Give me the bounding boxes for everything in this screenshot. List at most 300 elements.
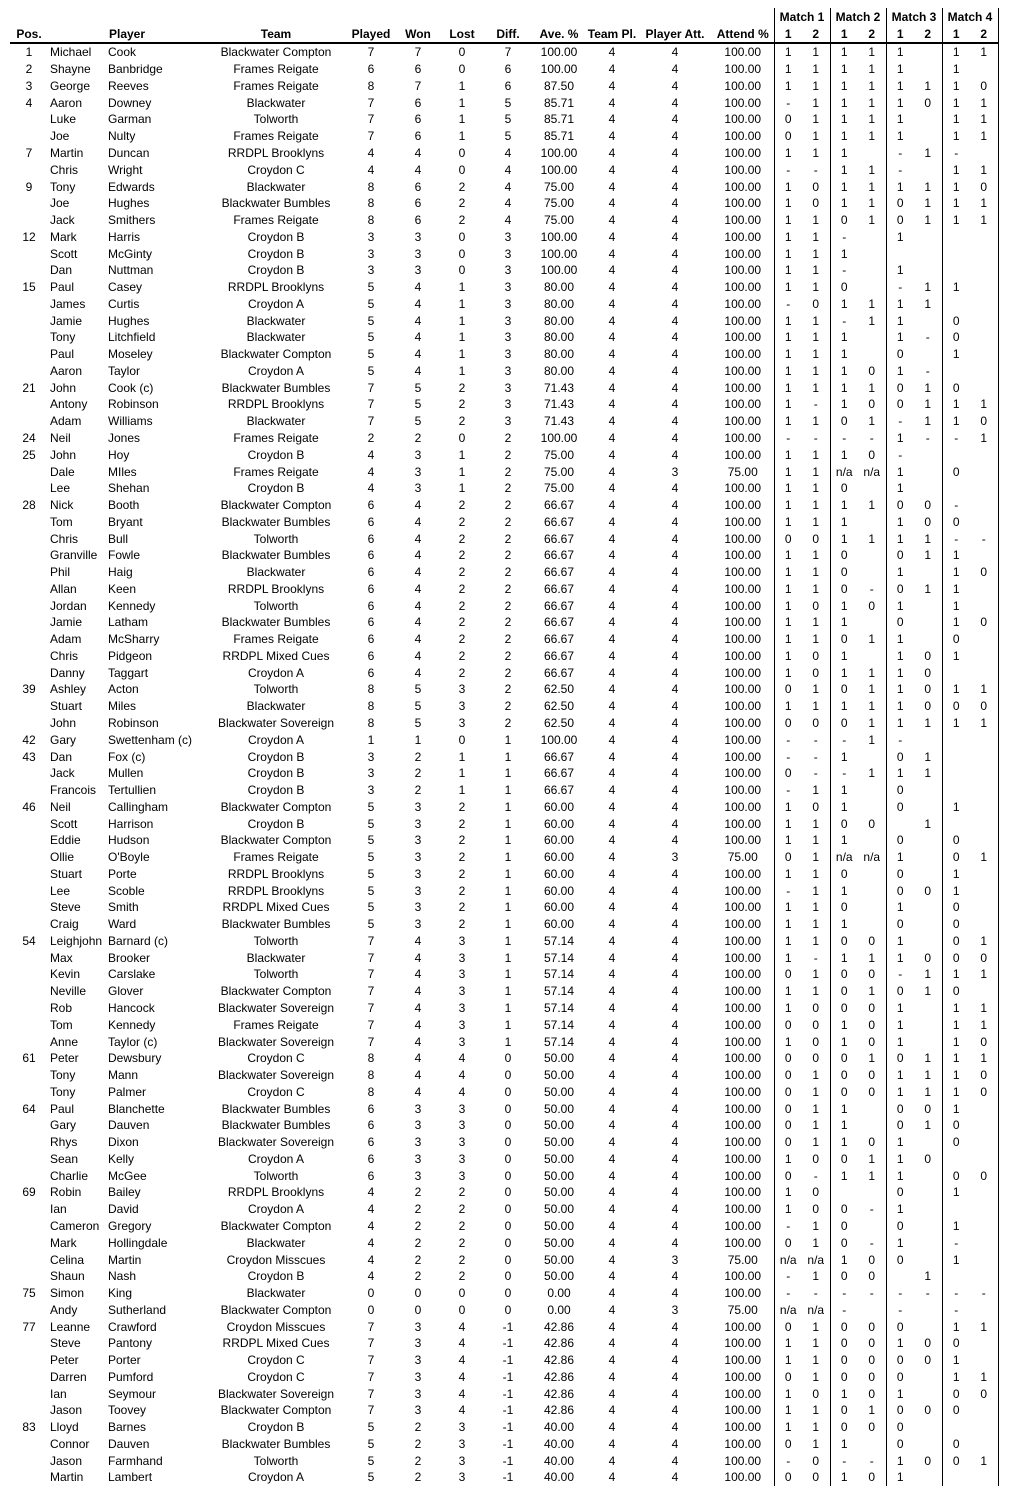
match2-game1-cell: 1 <box>830 178 858 195</box>
won-cell: 3 <box>414 246 422 261</box>
first-name-cell: Ollie <box>50 850 75 865</box>
match2-game1-cell: 0 <box>830 866 858 883</box>
team-cell: Tolworth <box>253 1168 299 1183</box>
won-cell: 3 <box>414 447 422 462</box>
match2-game2-cell <box>858 329 886 346</box>
match2-game1-cell: 0 <box>830 715 858 732</box>
team-played-cell: 4 <box>608 866 616 881</box>
first-name-cell: Jordan <box>50 598 87 613</box>
match4-game1-cell: 1 <box>942 396 970 413</box>
diff-cell: 0 <box>504 1252 512 1267</box>
pos-cell <box>10 1067 48 1084</box>
match2-game1-cell: 1 <box>830 379 858 396</box>
match3-game2-cell: 1 <box>924 1084 932 1099</box>
first-name-cell: Leanne <box>50 1319 91 1334</box>
average-cell: 50.00 <box>543 1252 575 1267</box>
pos-cell <box>10 1352 48 1369</box>
match3-game2-cell: 1 <box>924 179 932 194</box>
first-name-cell: Tony <box>50 330 76 345</box>
match4-game2-cell <box>970 1201 998 1218</box>
lost-cell: 2 <box>458 548 466 563</box>
player-attended-cell: 4 <box>671 1470 679 1485</box>
first-name-cell: Mark <box>50 1235 77 1250</box>
table-row <box>10 1151 998 1168</box>
match4-game2-cell <box>970 916 998 933</box>
match2-game1-cell: - <box>830 1301 858 1318</box>
pos-cell <box>10 212 48 229</box>
diff-cell: 1 <box>504 883 512 898</box>
diff-cell: 4 <box>504 179 512 194</box>
player-attended-cell: 4 <box>671 615 679 630</box>
match1-game2-cell: 1 <box>812 565 820 580</box>
table-row <box>10 1436 998 1453</box>
team-played-cell: 4 <box>608 766 616 781</box>
first-name-cell: Danny <box>50 665 85 680</box>
player-attended-cell: 4 <box>671 1336 679 1351</box>
match4-game1-cell: - <box>942 497 970 514</box>
pos-cell: 77 <box>22 1319 36 1334</box>
team-played-cell: 4 <box>608 280 616 295</box>
team-cell: Croydon Misscues <box>226 1252 326 1267</box>
match1-game1-cell: 1 <box>774 497 802 514</box>
won-cell: 3 <box>414 900 422 915</box>
match3-game1-cell: - <box>886 1285 914 1302</box>
won-cell: 6 <box>414 112 422 127</box>
attend-pct-cell: 100.00 <box>724 179 762 194</box>
match1-game1-cell: 1 <box>774 195 802 212</box>
team-played-cell: 4 <box>608 598 616 613</box>
match1-game2-cell: 1 <box>812 816 820 831</box>
diff-cell: 0 <box>504 1068 512 1083</box>
match2-game2-cell: 0 <box>868 933 876 948</box>
lost-cell: 1 <box>458 112 466 127</box>
table-row <box>10 966 998 983</box>
match4-game2-cell <box>970 497 998 514</box>
table-row <box>10 1335 998 1352</box>
average-cell: 85.71 <box>543 129 575 144</box>
table-row <box>10 463 998 480</box>
match1-game2-cell: 1 <box>812 1369 820 1384</box>
played-cell: 8 <box>367 682 375 697</box>
attend-pct-cell: 100.00 <box>724 632 762 647</box>
match3-game1-cell: 0 <box>886 1402 914 1419</box>
team-played-cell: 4 <box>608 1118 616 1133</box>
attend-pct-cell: 100.00 <box>724 1218 762 1233</box>
pos-cell <box>10 346 48 363</box>
last-name-cell: McGinty <box>108 246 153 261</box>
attend-pct-cell: 100.00 <box>724 716 762 730</box>
lost-cell: 2 <box>458 1202 466 1217</box>
team-played-cell: 4 <box>608 112 616 127</box>
match4-game1-cell: 0 <box>942 1436 970 1453</box>
table-row <box>10 882 998 899</box>
match3-game2-cell <box>914 1000 942 1017</box>
match4-game2-cell: 1 <box>970 111 998 128</box>
match2-game2-cell: 1 <box>868 682 876 697</box>
match4-game2-cell <box>970 1402 998 1419</box>
match2-game2-cell <box>858 228 886 245</box>
team-cell: Blackwater Sovereign <box>217 1068 335 1083</box>
match4-game2-cell <box>970 145 998 162</box>
team-played-cell: 4 <box>608 1017 616 1032</box>
last-name-cell: Smith <box>108 900 139 915</box>
player-attended-cell: 4 <box>671 347 679 362</box>
match2-game2-cell: 0 <box>868 1252 876 1267</box>
table-row <box>10 581 998 598</box>
match3-game2-cell <box>914 1234 942 1251</box>
won-cell: 4 <box>414 313 422 328</box>
first-name-cell: Stuart <box>50 699 83 714</box>
diff-cell: 4 <box>504 145 512 160</box>
lost-cell: 3 <box>458 1001 466 1016</box>
player-attended-cell: 4 <box>671 95 679 110</box>
match3-game2-cell <box>914 899 942 916</box>
player-attended-cell: 4 <box>671 632 679 647</box>
match4-game1-cell: 1 <box>942 1318 970 1335</box>
match2-game1-cell: 0 <box>830 1218 858 1235</box>
match2-game2-cell <box>858 1100 886 1117</box>
team-cell: Croydon A <box>247 1470 305 1485</box>
match1-game2-cell: 1 <box>812 581 820 596</box>
diff-cell: 0 <box>504 1084 512 1099</box>
pos-cell <box>10 513 48 530</box>
won-cell: 4 <box>414 581 422 596</box>
diff-cell: 3 <box>504 397 512 412</box>
average-cell: 50.00 <box>543 1118 575 1133</box>
match3-game2-cell: 1 <box>924 1118 932 1133</box>
pos-cell <box>10 396 48 413</box>
lost-cell: 3 <box>458 682 466 697</box>
won-cell: 4 <box>414 330 422 345</box>
match3-game2-cell <box>914 1134 942 1151</box>
match-4-header: Match 4 <box>942 8 998 25</box>
team-played-cell: 4 <box>608 1319 616 1334</box>
diff-cell: 3 <box>504 229 512 244</box>
team-played-cell: 4 <box>608 246 616 261</box>
team-cell: Blackwater Sovereign <box>217 1135 335 1150</box>
played-cell: 5 <box>367 1470 375 1485</box>
match2-game1-cell <box>830 1184 858 1201</box>
match3-game1-cell: 1 <box>886 681 914 698</box>
first-name-cell: Antony <box>50 397 88 412</box>
team-played-cell: 4 <box>608 1084 616 1099</box>
player-attended-cell: 4 <box>671 498 679 513</box>
first-name-cell: Mark <box>50 229 77 244</box>
lost-cell: 2 <box>458 816 466 831</box>
diff-cell: 2 <box>504 548 512 563</box>
pos-cell <box>10 1117 48 1134</box>
played-cell: 6 <box>367 615 375 630</box>
first-name-cell: Michael <box>50 45 92 60</box>
col-match4-game2-header: 2 <box>970 25 998 43</box>
last-name-cell: Palmer <box>108 1084 147 1099</box>
last-name-cell: Blanchette <box>108 1101 165 1116</box>
average-cell: 42.86 <box>543 1336 575 1351</box>
match4-game2-cell <box>970 1419 998 1436</box>
match4-game1-cell: 0 <box>942 379 970 396</box>
col-match1-game1-header: 1 <box>774 25 802 43</box>
won-cell: 2 <box>414 749 422 764</box>
pos-cell <box>10 715 48 732</box>
match3-game2-cell: 1 <box>924 145 932 160</box>
won-cell: 4 <box>414 498 422 513</box>
lost-cell: 2 <box>458 565 466 580</box>
player-attended-cell: 4 <box>671 514 679 529</box>
average-cell: 75.00 <box>543 213 575 228</box>
average-cell: 57.14 <box>543 1017 575 1032</box>
match1-game1-cell: 1 <box>774 262 802 279</box>
table-row <box>10 866 998 883</box>
team-cell: Blackwater Sovereign <box>217 1034 335 1049</box>
match4-game2-cell <box>970 815 998 832</box>
table-row <box>10 1000 998 1017</box>
table-row <box>10 111 998 128</box>
first-name-cell: Tony <box>50 1084 76 1099</box>
team-played-cell: 4 <box>608 749 616 764</box>
first-name-cell: Jamie <box>50 313 83 328</box>
match2-game1-cell: 0 <box>830 547 858 564</box>
pos-cell: 1 <box>25 45 33 60</box>
first-name-cell: Granville <box>50 548 98 563</box>
match1-game2-cell: 1 <box>812 481 820 496</box>
attend-pct-cell: 100.00 <box>724 648 762 663</box>
diff-cell: 1 <box>504 816 512 831</box>
team-played-cell: 4 <box>608 1269 616 1284</box>
average-cell: 57.14 <box>543 967 575 982</box>
match2-game1-cell: - <box>830 1452 858 1469</box>
match4-game1-cell: 1 <box>942 43 970 61</box>
match4-game1-cell: - <box>942 1301 970 1318</box>
attend-pct-cell: 100.00 <box>724 1017 762 1032</box>
played-cell: 0 <box>367 1302 375 1317</box>
diff-cell: 2 <box>504 716 512 730</box>
pos-cell <box>10 866 48 883</box>
average-cell: 60.00 <box>543 883 575 898</box>
match2-game2-cell: 1 <box>868 498 876 513</box>
match1-game2-cell: 0 <box>812 1151 820 1166</box>
match1-game2-cell: 1 <box>812 78 820 93</box>
match2-game1-cell: - <box>830 312 858 329</box>
last-name-cell: Taylor (c) <box>108 1034 158 1049</box>
won-cell: 2 <box>414 1218 422 1233</box>
lost-cell: 1 <box>458 313 466 328</box>
won-cell: 4 <box>414 145 422 160</box>
match1-game2-cell: 1 <box>812 213 820 228</box>
match1-game2-cell: 1 <box>812 62 820 77</box>
match3-game2-cell <box>914 245 942 262</box>
match1-game2-cell: 0 <box>812 716 820 730</box>
match1-game1-cell: 1 <box>774 1201 802 1218</box>
match1-game2-cell: 1 <box>812 145 820 160</box>
match1-game1-cell: - <box>774 882 802 899</box>
diff-cell: 0 <box>504 1135 512 1150</box>
match2-game2-cell <box>858 245 886 262</box>
match1-game2-cell: 0 <box>812 1051 820 1066</box>
last-name-cell: Toovey <box>108 1403 147 1418</box>
match2-game2-cell: 1 <box>868 162 876 177</box>
player-attended-cell: 4 <box>671 1068 679 1083</box>
col-played-header: Played <box>346 25 396 43</box>
match3-game2-cell: 1 <box>924 1051 932 1066</box>
diff-cell: 4 <box>504 162 512 177</box>
table-row <box>10 949 998 966</box>
team-played-cell: 4 <box>608 1135 616 1150</box>
match3-game2-cell <box>914 463 942 480</box>
pos-cell <box>10 1016 48 1033</box>
average-cell: 66.67 <box>543 548 575 563</box>
attend-pct-cell: 100.00 <box>724 263 762 278</box>
team-cell: Croydon B <box>247 481 305 496</box>
player-attended-cell: 4 <box>671 1269 679 1284</box>
match3-game2-cell: - <box>925 363 930 378</box>
played-cell: 7 <box>367 950 375 965</box>
average-cell: 100.00 <box>540 62 578 77</box>
table-row <box>10 497 998 514</box>
last-name-cell: Hughes <box>108 313 150 328</box>
match2-game2-cell: 1 <box>868 414 876 429</box>
match4-game2-cell <box>970 1469 998 1486</box>
match3-game2-cell <box>914 1469 942 1486</box>
match4-game1-cell: 0 <box>942 1452 970 1469</box>
played-cell: 7 <box>367 380 375 395</box>
player-attended-cell: 4 <box>671 531 679 546</box>
played-cell: 7 <box>367 1319 375 1334</box>
table-row <box>10 1402 998 1419</box>
match2-game2-cell: 1 <box>868 380 876 395</box>
average-cell: 40.00 <box>543 1420 575 1435</box>
last-name-cell: Callingham <box>108 799 169 814</box>
last-name-cell: Tertullien <box>108 783 157 798</box>
player-attended-cell: 4 <box>671 62 679 77</box>
match4-game2-cell: 1 <box>970 1368 998 1385</box>
team-cell: Croydon A <box>247 732 305 747</box>
pos-cell <box>10 1134 48 1151</box>
pos-cell: 46 <box>22 799 36 814</box>
lost-cell: 1 <box>458 280 466 295</box>
player-attended-cell: 3 <box>671 850 679 865</box>
won-cell: 4 <box>414 514 422 529</box>
team-cell: Blackwater Bumbles <box>221 1101 331 1116</box>
last-name-cell: Booth <box>108 498 140 513</box>
lost-cell: 2 <box>458 514 466 529</box>
player-attended-cell: 4 <box>671 866 679 881</box>
first-name-cell: Shayne <box>50 62 91 77</box>
match1-game1-cell: 0 <box>774 849 802 866</box>
match2-game1-cell: 0 <box>830 1151 858 1168</box>
player-attended-cell: 4 <box>671 1001 679 1016</box>
match4-game2-cell: 1 <box>970 1452 998 1469</box>
pos-cell <box>10 1301 48 1318</box>
match1-game2-cell: 1 <box>812 1218 820 1233</box>
lost-cell: 4 <box>458 1386 466 1401</box>
first-name-cell: Chris <box>50 531 79 546</box>
attend-pct-cell: 100.00 <box>724 1386 762 1401</box>
diff-cell: 3 <box>504 330 512 345</box>
player-attended-cell: 4 <box>671 414 679 429</box>
match3-game2-cell <box>914 933 942 950</box>
diff-cell: 6 <box>504 62 512 77</box>
pos-cell <box>10 698 48 715</box>
last-name-cell: Fox (c) <box>108 749 146 764</box>
match4-game1-cell: 1 <box>942 279 970 296</box>
attend-pct-cell: 100.00 <box>724 129 762 144</box>
won-cell: 4 <box>414 280 422 295</box>
average-cell: 57.14 <box>543 950 575 965</box>
won-cell: 3 <box>414 816 422 831</box>
match2-game1-cell: - <box>830 430 858 447</box>
last-name-cell: Glover <box>108 984 144 999</box>
match1-game1-cell: 1 <box>774 1419 802 1436</box>
match4-game1-cell: 0 <box>942 513 970 530</box>
table-row <box>10 513 998 530</box>
match3-game2-cell <box>914 1419 942 1436</box>
won-cell: 3 <box>414 1118 422 1133</box>
last-name-cell: Downey <box>108 95 152 110</box>
pos-cell <box>10 899 48 916</box>
team-cell: Blackwater Compton <box>220 1302 332 1317</box>
last-name-cell: Haig <box>108 565 133 580</box>
pos-cell <box>10 128 48 145</box>
match1-game2-cell: 0 <box>812 598 820 613</box>
table-row <box>10 547 998 564</box>
player-attended-cell: 4 <box>671 246 679 261</box>
match2-game1-cell: n/a <box>830 463 858 480</box>
match3-game2-cell: 1 <box>924 280 932 295</box>
team-played-cell: 4 <box>608 1235 616 1250</box>
match4-game2-cell: 0 <box>970 698 998 715</box>
last-name-cell: Litchfield <box>108 330 156 345</box>
won-cell: 4 <box>414 363 422 378</box>
lost-cell: 3 <box>458 1034 466 1049</box>
match4-game1-cell: 1 <box>942 1218 970 1235</box>
won-cell: 2 <box>414 1185 422 1200</box>
match1-game1-cell: 1 <box>774 698 802 715</box>
attend-pct-cell: 100.00 <box>724 1353 762 1368</box>
lost-cell: 3 <box>458 1101 466 1116</box>
won-cell: 3 <box>414 883 422 898</box>
average-cell: 80.00 <box>543 347 575 362</box>
player-attended-cell: 4 <box>671 229 679 244</box>
table-row <box>10 530 998 547</box>
average-cell: 85.71 <box>543 112 575 127</box>
pos-cell <box>10 111 48 128</box>
match3-game2-cell: 0 <box>924 1403 932 1418</box>
team-cell: Blackwater Bumbles <box>221 615 331 630</box>
won-cell: 4 <box>414 615 422 630</box>
table-row <box>10 212 998 229</box>
match2-game2-cell: 0 <box>868 598 876 613</box>
match3-game2-cell: 0 <box>924 1353 932 1368</box>
pos-cell <box>10 1368 48 1385</box>
match1-game1-cell: n/a <box>774 1251 802 1268</box>
won-cell: 4 <box>414 162 422 177</box>
attend-pct-cell: 100.00 <box>724 1403 762 1418</box>
lost-cell: 2 <box>458 581 466 596</box>
lost-cell: 3 <box>458 967 466 982</box>
team-played-cell: 4 <box>608 1151 616 1166</box>
match3-game2-cell <box>914 597 942 614</box>
match1-game2-cell: 0 <box>812 1017 820 1032</box>
last-name-cell: King <box>108 1286 133 1301</box>
table-row <box>10 379 998 396</box>
team-cell: Blackwater Bumbles <box>221 1436 331 1451</box>
table-row <box>10 1184 998 1201</box>
team-played-cell: 4 <box>608 1218 616 1233</box>
last-name-cell: Lambert <box>108 1470 153 1485</box>
col-attend-pct-header: Attend % <box>712 25 774 43</box>
match1-game1-cell: - <box>774 1452 802 1469</box>
match4-game1-cell: 1 <box>942 1016 970 1033</box>
